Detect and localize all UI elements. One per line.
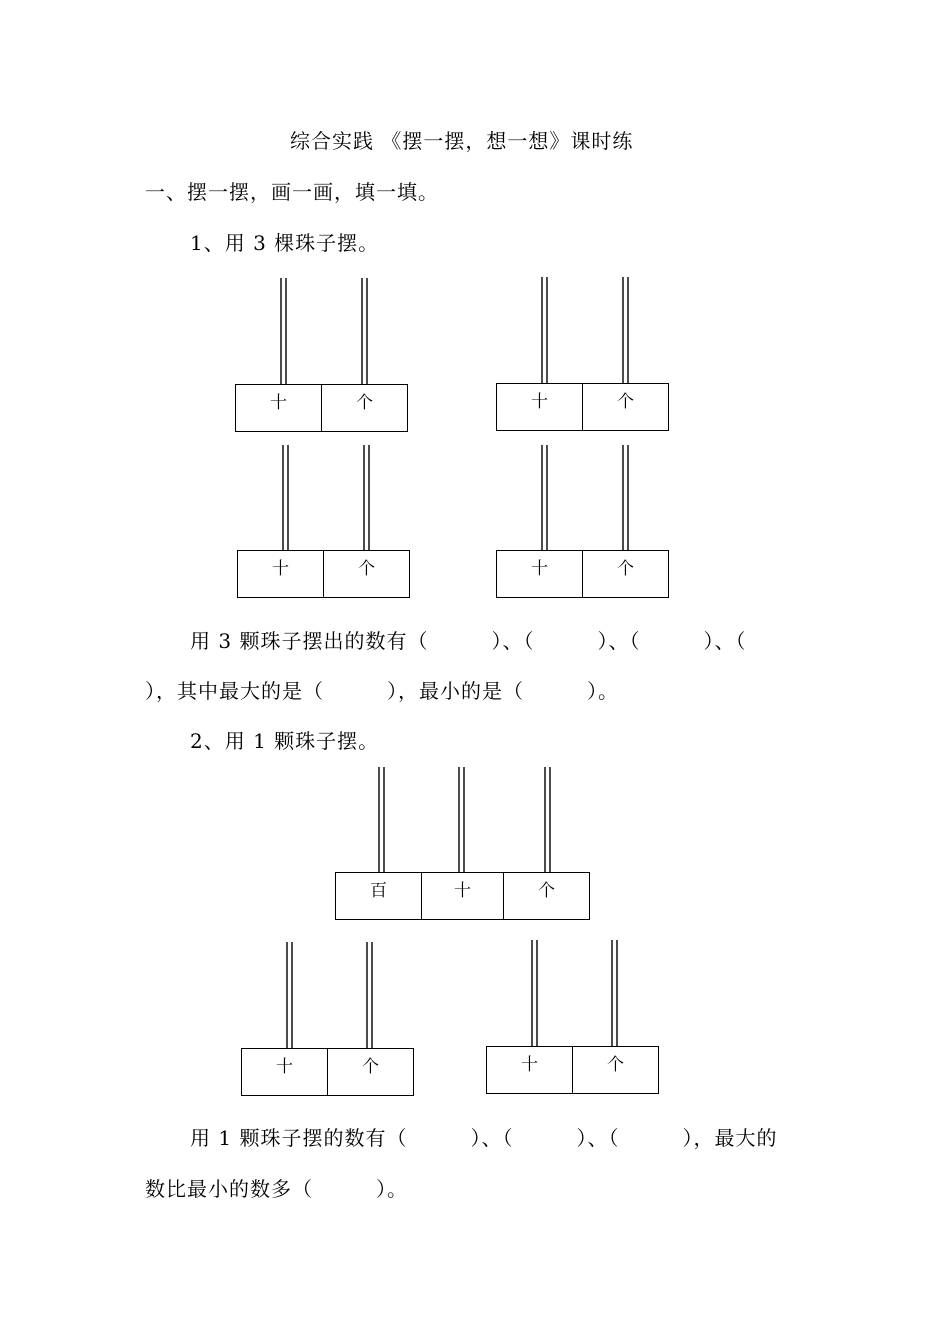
abacus-cell-tens: 十 [496,550,583,598]
abacus-cell-ones: 个 [582,383,669,431]
abacus-cell-tens: 十 [241,1048,328,1096]
abacus-cell-hundreds: 百 [335,872,422,920]
section-heading: 一、摆一摆，画一画，填一填。 [145,180,439,204]
abacus-cell-tens: 十 [235,384,322,432]
abacus-cell-tens: 十 [486,1046,573,1094]
abacus-cell-tens: 十 [421,872,504,920]
question-1-answer-line-1: 用 3 颗珠子摆出的数有（ ）、（ ）、（ ）、（ [190,629,747,653]
question-2-heading: 2、用 1 颗珠子摆。 [190,729,380,753]
question-2-answer-line-2: 数比最小的数多（ ）。 [145,1177,408,1201]
abacus-cell-ones: 个 [503,872,590,920]
abacus-cell-ones: 个 [572,1046,659,1094]
abacus-cell-ones: 个 [321,384,408,432]
question-1-heading: 1、用 3 棵珠子摆。 [190,231,380,255]
question-1-answer-line-2: ），其中最大的是（ ），最小的是（ ）。 [145,679,619,703]
abacus-cell-ones: 个 [323,550,410,598]
question-2-answer-line-1: 用 1 颗珠子摆的数有（ ）、（ ）、（ ），最大的 [190,1126,778,1150]
abacus-cell-tens: 十 [496,383,583,431]
abacus-cell-ones: 个 [327,1048,414,1096]
abacus-cell-ones: 个 [582,550,669,598]
page-title: 综合实践 《摆一摆，想一想》课时练 [290,129,634,153]
abacus-cell-tens: 十 [237,550,324,598]
